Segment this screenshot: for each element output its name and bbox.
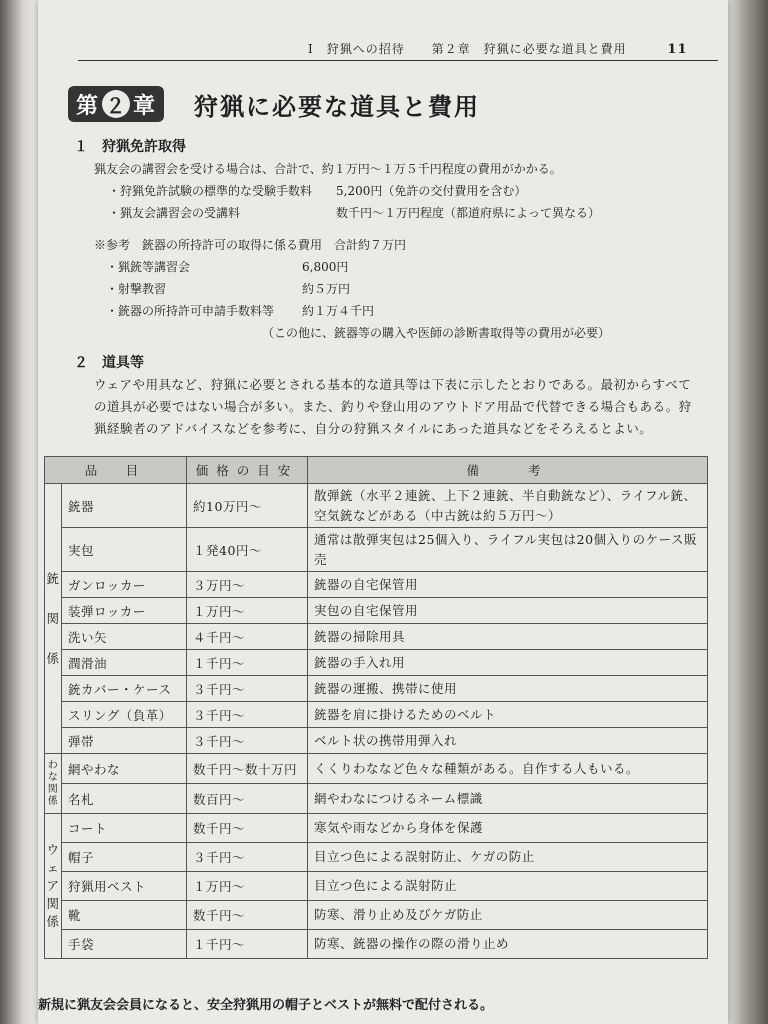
item-price: １千円～: [187, 930, 308, 959]
item-price: １発40円～: [187, 528, 308, 572]
table-header-row: [45, 457, 708, 484]
item-price: ３万円～: [187, 572, 308, 598]
item-name: 銃カバー・ケース: [62, 676, 187, 702]
item-name: 網やわな: [62, 754, 187, 784]
item-note: 通常は散弾実包は25個入り、ライフル実包は20個入りのケース販売: [308, 528, 708, 572]
table-row: [45, 930, 708, 959]
table-row: [45, 484, 708, 528]
item-note: ベルト状の携帯用弾入れ: [308, 728, 708, 754]
item-note: 網やわなにつけるネーム標識: [308, 784, 708, 814]
table-row: [45, 814, 708, 843]
item-price: １千円～: [187, 650, 308, 676]
table-row: [45, 702, 708, 728]
equipment-table: [44, 456, 708, 959]
header-part: Ⅰ 狩猟への招待: [308, 42, 405, 56]
item-note: 銃器の手入れ用: [308, 650, 708, 676]
chapter-badge: [68, 86, 164, 122]
section1-intro: 猟友会の講習会を受ける場合は、合計で、約１万円～１万５千円程度の費用がかかる。: [94, 162, 562, 176]
item-note: くくりわななど色々な種類がある。自作する人もいる。: [308, 754, 708, 784]
header-price: 価格の目安: [187, 457, 308, 484]
fee-label: ・猟友会講習会の受講料: [108, 206, 241, 220]
page-number: 11: [667, 42, 688, 57]
table-row: [45, 901, 708, 930]
reference-label: ・射撃教習: [106, 282, 167, 296]
header-chapter: 第２章 狩猟に必要な道具と費用: [431, 42, 627, 56]
item-note: 銃器の自宅保管用: [308, 572, 708, 598]
item-note: 防寒、銃器の操作の際の滑り止め: [308, 930, 708, 959]
table-row: [45, 728, 708, 754]
item-price: 約10万円～: [187, 484, 308, 528]
running-header: [308, 40, 718, 57]
reference-title: ※参考 銃器の所持許可の取得に係る費用 合計約７万円: [94, 238, 407, 252]
item-price: １万円～: [187, 872, 308, 901]
item-note: 銃器の運搬、携帯に使用: [308, 676, 708, 702]
item-price: 数千円～: [187, 814, 308, 843]
item-note: 銃器を肩に掛けるためのベルト: [308, 702, 708, 728]
table-row: [45, 572, 708, 598]
item-name: 名札: [62, 784, 187, 814]
item-name: 帽子: [62, 843, 187, 872]
item-name: 潤滑油: [62, 650, 187, 676]
item-price: ３千円～: [187, 676, 308, 702]
header-item: 品 目: [45, 457, 187, 484]
table-row: [45, 624, 708, 650]
group-label-gun: 銃 関 係: [45, 484, 62, 754]
chapter-title: [68, 84, 480, 124]
item-note: 目立つ色による誤射防止、ケガの防止: [308, 843, 708, 872]
item-note: 銃器の掃除用具: [308, 624, 708, 650]
reference-label: ・猟銃等講習会: [106, 260, 191, 274]
item-name: 実包: [62, 528, 187, 572]
header-note: 備 考: [308, 457, 708, 484]
book-page: [38, 0, 728, 1024]
reference-label: ・銃器の所持許可申請手数料等: [106, 304, 275, 318]
section1-heading: １ 狩猟免許取得: [74, 139, 186, 155]
item-price: ３千円～: [187, 843, 308, 872]
fee-label: ・狩猟免許試験の標準的な受験手数料: [108, 184, 313, 198]
section2-heading: ２ 道具等: [74, 355, 144, 371]
reference-value: 約５万円: [302, 282, 351, 296]
reference-row: [106, 280, 351, 297]
chapter-prefix: 第: [76, 92, 100, 119]
table-row: [45, 843, 708, 872]
item-name: 狩猟用ベスト: [62, 872, 187, 901]
item-note: 寒気や雨などから身体を保護: [308, 814, 708, 843]
item-name: コート: [62, 814, 187, 843]
reference-row: [106, 302, 375, 319]
item-price: 数百円～: [187, 784, 308, 814]
group-label-wear: ウ ェ ア 関 係: [45, 814, 62, 959]
table-row: [45, 598, 708, 624]
reference-row: [106, 258, 349, 275]
footnote: 新規に猟友会会員になると、安全狩猟用の帽子とベストが無料で配付される。: [38, 998, 494, 1013]
table-row: [45, 676, 708, 702]
item-name: 手袋: [62, 930, 187, 959]
item-price: ４千円～: [187, 624, 308, 650]
reference-value: 6,800円: [302, 260, 349, 274]
item-name: スリング（負革）: [62, 702, 187, 728]
header-rule: [78, 60, 718, 61]
section2-paragraph: ウェアや用具など、狩猟に必要とされる基本的な道具等は下表に示したとおりである。最初からすべての道具が必要ではない場合が多い。また、釣りや登山用のアウトドア用品で代替できる場合もある。狩猟経験者のアドバイスなどを参考に、自分の狩猟スタイルにあった道具などをそろえるとよい。: [94, 377, 692, 436]
reference-note: （この他に、銃器等の購入や医師の診断書取得等の費用が必要）: [262, 326, 611, 340]
item-name: 装弾ロッカー: [62, 598, 187, 624]
item-price: ３千円～: [187, 702, 308, 728]
item-price: １万円～: [187, 598, 308, 624]
item-note: 実包の自宅保管用: [308, 598, 708, 624]
page-stack-edge: [728, 0, 768, 1024]
table-row: [45, 872, 708, 901]
item-name: ガンロッカー: [62, 572, 187, 598]
reference-value: 約１万４千円: [302, 304, 375, 318]
item-note: 目立つ色による誤射防止: [308, 872, 708, 901]
chapter-suffix: 章: [133, 92, 157, 119]
chapter-number: ２: [102, 90, 130, 118]
item-note: 散弾銃（水平２連銃、上下２連銃、半自動銃など）、ライフル銃、空気銃などがある（中古銃は約５万円～）: [308, 484, 708, 528]
fee-row: [108, 182, 527, 199]
item-note: 防寒、滑り止め及びケガ防止: [308, 901, 708, 930]
fee-row: [108, 204, 601, 221]
table-row: [45, 754, 708, 784]
fee-value: 数千円～１万円程度（都道府県によって異なる）: [336, 206, 601, 220]
item-price: 数千円～数十万円: [187, 754, 308, 784]
table-row: [45, 650, 708, 676]
item-price: 数千円～: [187, 901, 308, 930]
table-row: [45, 528, 708, 572]
group-label-trap: わ な 関 係: [45, 754, 62, 814]
item-name: 弾帯: [62, 728, 187, 754]
chapter-heading: 狩猟に必要な道具と費用: [194, 91, 481, 121]
item-name: 靴: [62, 901, 187, 930]
table-row: [45, 784, 708, 814]
item-name: 洗い矢: [62, 624, 187, 650]
fee-value: 5,200円（免許の交付費用を含む）: [336, 184, 527, 198]
item-price: ３千円～: [187, 728, 308, 754]
item-name: 銃器: [62, 484, 187, 528]
